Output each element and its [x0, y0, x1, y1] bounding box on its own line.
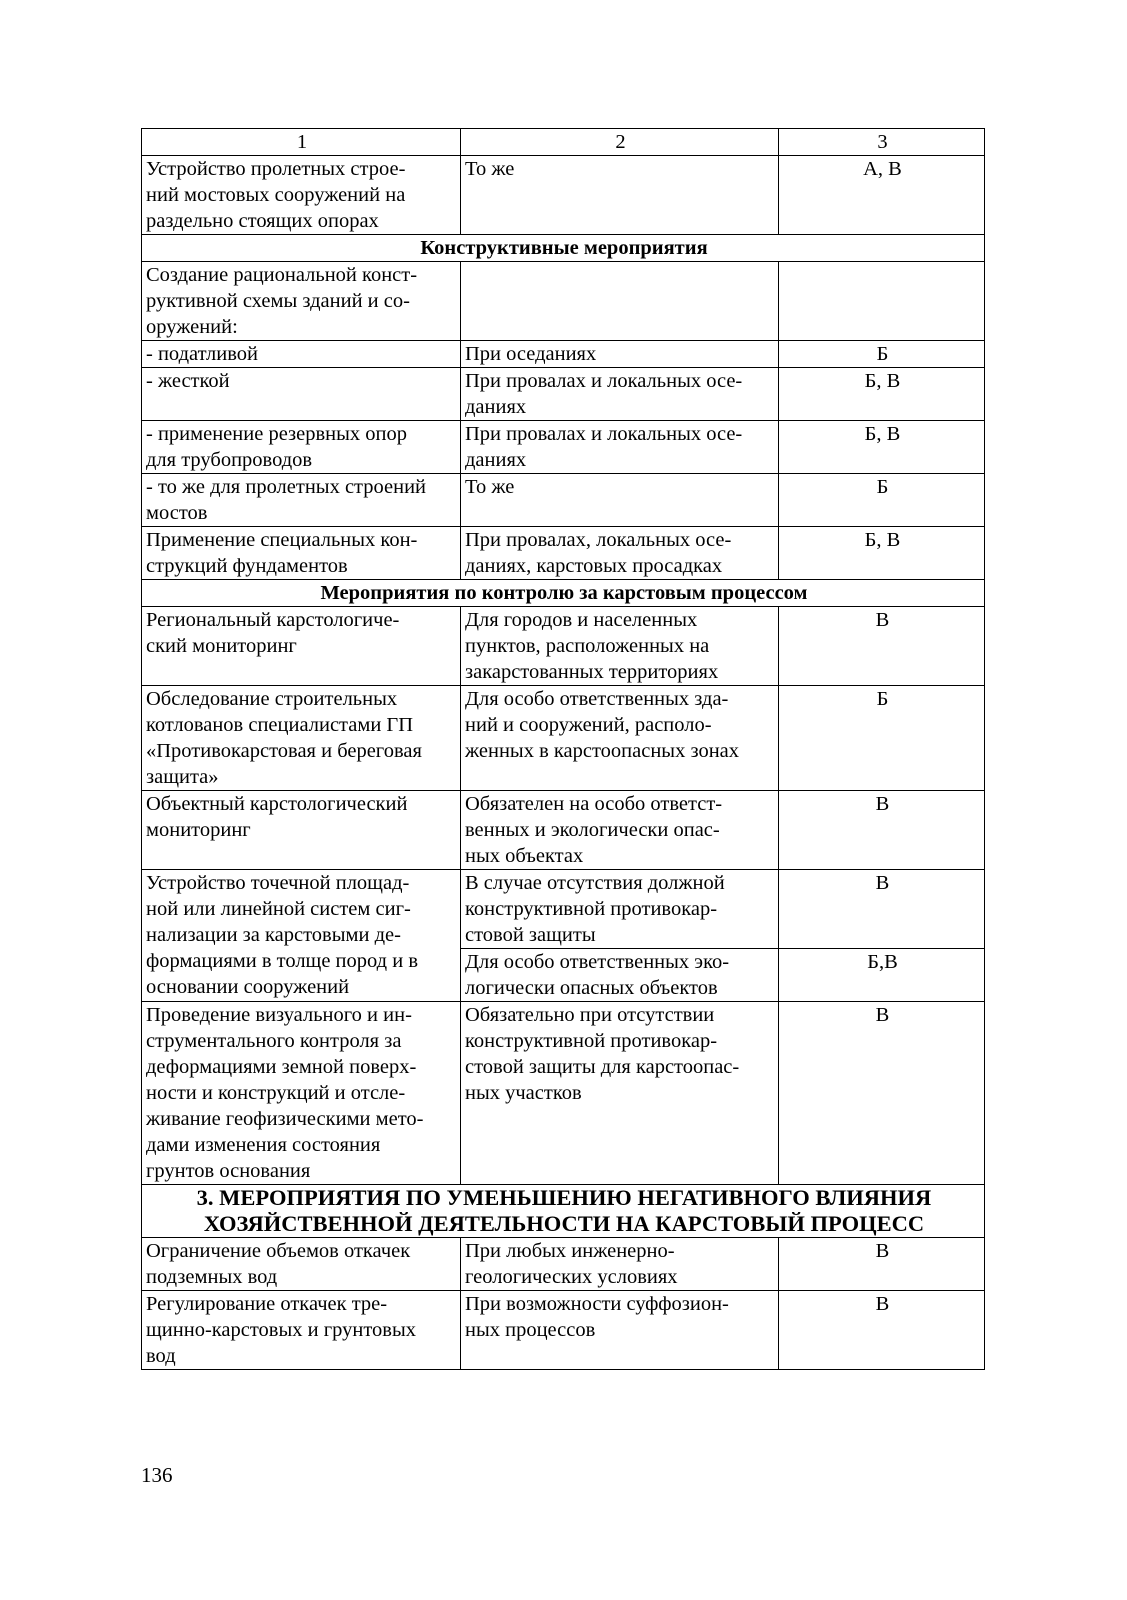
category-cell: Б [779, 341, 985, 368]
column-header-2: 2 [461, 129, 779, 156]
category-cell: В [779, 607, 985, 686]
table-row [142, 1002, 985, 1185]
section-heading: Мероприятия по контролю за карстовым процессом [142, 580, 985, 607]
condition-cell: В случае отсутствия должной конструктивной противокар- стовой защиты [461, 870, 779, 949]
measure-cell: - податливой [142, 341, 461, 368]
measure-cell: Ограничение объемов откачек подземных вод [142, 1238, 461, 1291]
measure-cell: Устройство точечной площад- ной или линейной систем сиг- нализации за карстовыми де- формациями в толще пород и в основании сооружений [142, 870, 461, 1002]
section-heading: 3. МЕРОПРИЯТИЯ ПО УМЕНЬШЕНИЮ НЕГАТИВНОГО ВЛИЯНИЯ ХОЗЯЙСТВЕННОЙ ДЕЯТЕЛЬНОСТИ НА КАРСТОВЫЙ ПРОЦЕСС [142, 1185, 985, 1238]
section-heading: Конструктивные мероприятия [142, 235, 985, 262]
measure-cell: Региональный карстологиче- ский мониторинг [142, 607, 461, 686]
table-row [142, 686, 985, 791]
table-row [142, 607, 985, 686]
condition-cell: То же [461, 474, 779, 527]
measure-cell: Проведение визуального и ин- струментального контроля за деформациями земной поверх- ности и конструкций и отсле- живание геофизическими мето- дами изменения состояния грунтов основания [142, 1002, 461, 1185]
category-cell: Б,В [779, 949, 985, 1002]
category-cell: А, В [779, 156, 985, 235]
table-header-row [142, 129, 985, 156]
category-cell: Б, В [779, 527, 985, 580]
measure-cell: Регулирование откачек тре- щинно-карстовых и грунтовых вод [142, 1291, 461, 1370]
table-row [142, 368, 985, 421]
section-row [142, 580, 985, 607]
page-number: 136 [141, 1463, 173, 1487]
condition-cell: При провалах, локальных осе- даниях, карстовых просадках [461, 527, 779, 580]
table-row [142, 1238, 985, 1291]
table-row [142, 870, 985, 949]
category-cell: В [779, 1238, 985, 1291]
table-row [142, 474, 985, 527]
measure-cell: Применение специальных кон- струкций фундаментов [142, 527, 461, 580]
condition-cell: При возможности суффозион- ных процессов [461, 1291, 779, 1370]
condition-cell: Для особо ответственных эко- логически опасных объектов [461, 949, 779, 1002]
table-row [142, 1291, 985, 1370]
condition-cell: То же [461, 156, 779, 235]
measure-cell: - то же для пролетных строений мостов [142, 474, 461, 527]
table-row [142, 341, 985, 368]
category-cell: В [779, 1002, 985, 1185]
category-cell: Б [779, 686, 985, 791]
column-header-1: 1 [142, 129, 461, 156]
condition-cell: Для городов и населенных пунктов, расположенных на закарстованных территориях [461, 607, 779, 686]
category-cell [779, 262, 985, 341]
category-cell: Б, В [779, 421, 985, 474]
section-row [142, 1185, 985, 1238]
condition-cell: Для особо ответственных зда- ний и сооружений, располо- женных в карстоопасных зонах [461, 686, 779, 791]
table-row [142, 421, 985, 474]
category-cell: В [779, 1291, 985, 1370]
category-cell: Б [779, 474, 985, 527]
measure-cell: Создание рациональной конст- руктивной схемы зданий и со- оружений: [142, 262, 461, 341]
column-header-3: 3 [779, 129, 985, 156]
table-row [142, 791, 985, 870]
condition-cell: При оседаниях [461, 341, 779, 368]
section-row [142, 235, 985, 262]
measure-cell: - жесткой [142, 368, 461, 421]
table-row [142, 156, 985, 235]
category-cell: В [779, 791, 985, 870]
condition-cell: Обязательно при отсутствии конструктивной противокар- стовой защиты для карстоопас- ных участков [461, 1002, 779, 1185]
table-row [142, 262, 985, 341]
category-cell: В [779, 870, 985, 949]
condition-cell: Обязателен на особо ответст- венных и экологически опас- ных объектах [461, 791, 779, 870]
measure-cell: Устройство пролетных строе- ний мостовых сооружений на раздельно стоящих опорах [142, 156, 461, 235]
condition-cell: При провалах и локальных осе- даниях [461, 368, 779, 421]
condition-cell: При провалах и локальных осе- даниях [461, 421, 779, 474]
condition-cell [461, 262, 779, 341]
table-row [142, 527, 985, 580]
condition-cell: При любых инженерно- геологических условиях [461, 1238, 779, 1291]
measures-table [141, 128, 985, 1370]
measure-cell: Обследование строительных котлованов специалистами ГП «Противокарстовая и береговая защита» [142, 686, 461, 791]
measure-cell: - применение резервных опор для трубопроводов [142, 421, 461, 474]
category-cell: Б, В [779, 368, 985, 421]
measure-cell: Объектный карстологический мониторинг [142, 791, 461, 870]
